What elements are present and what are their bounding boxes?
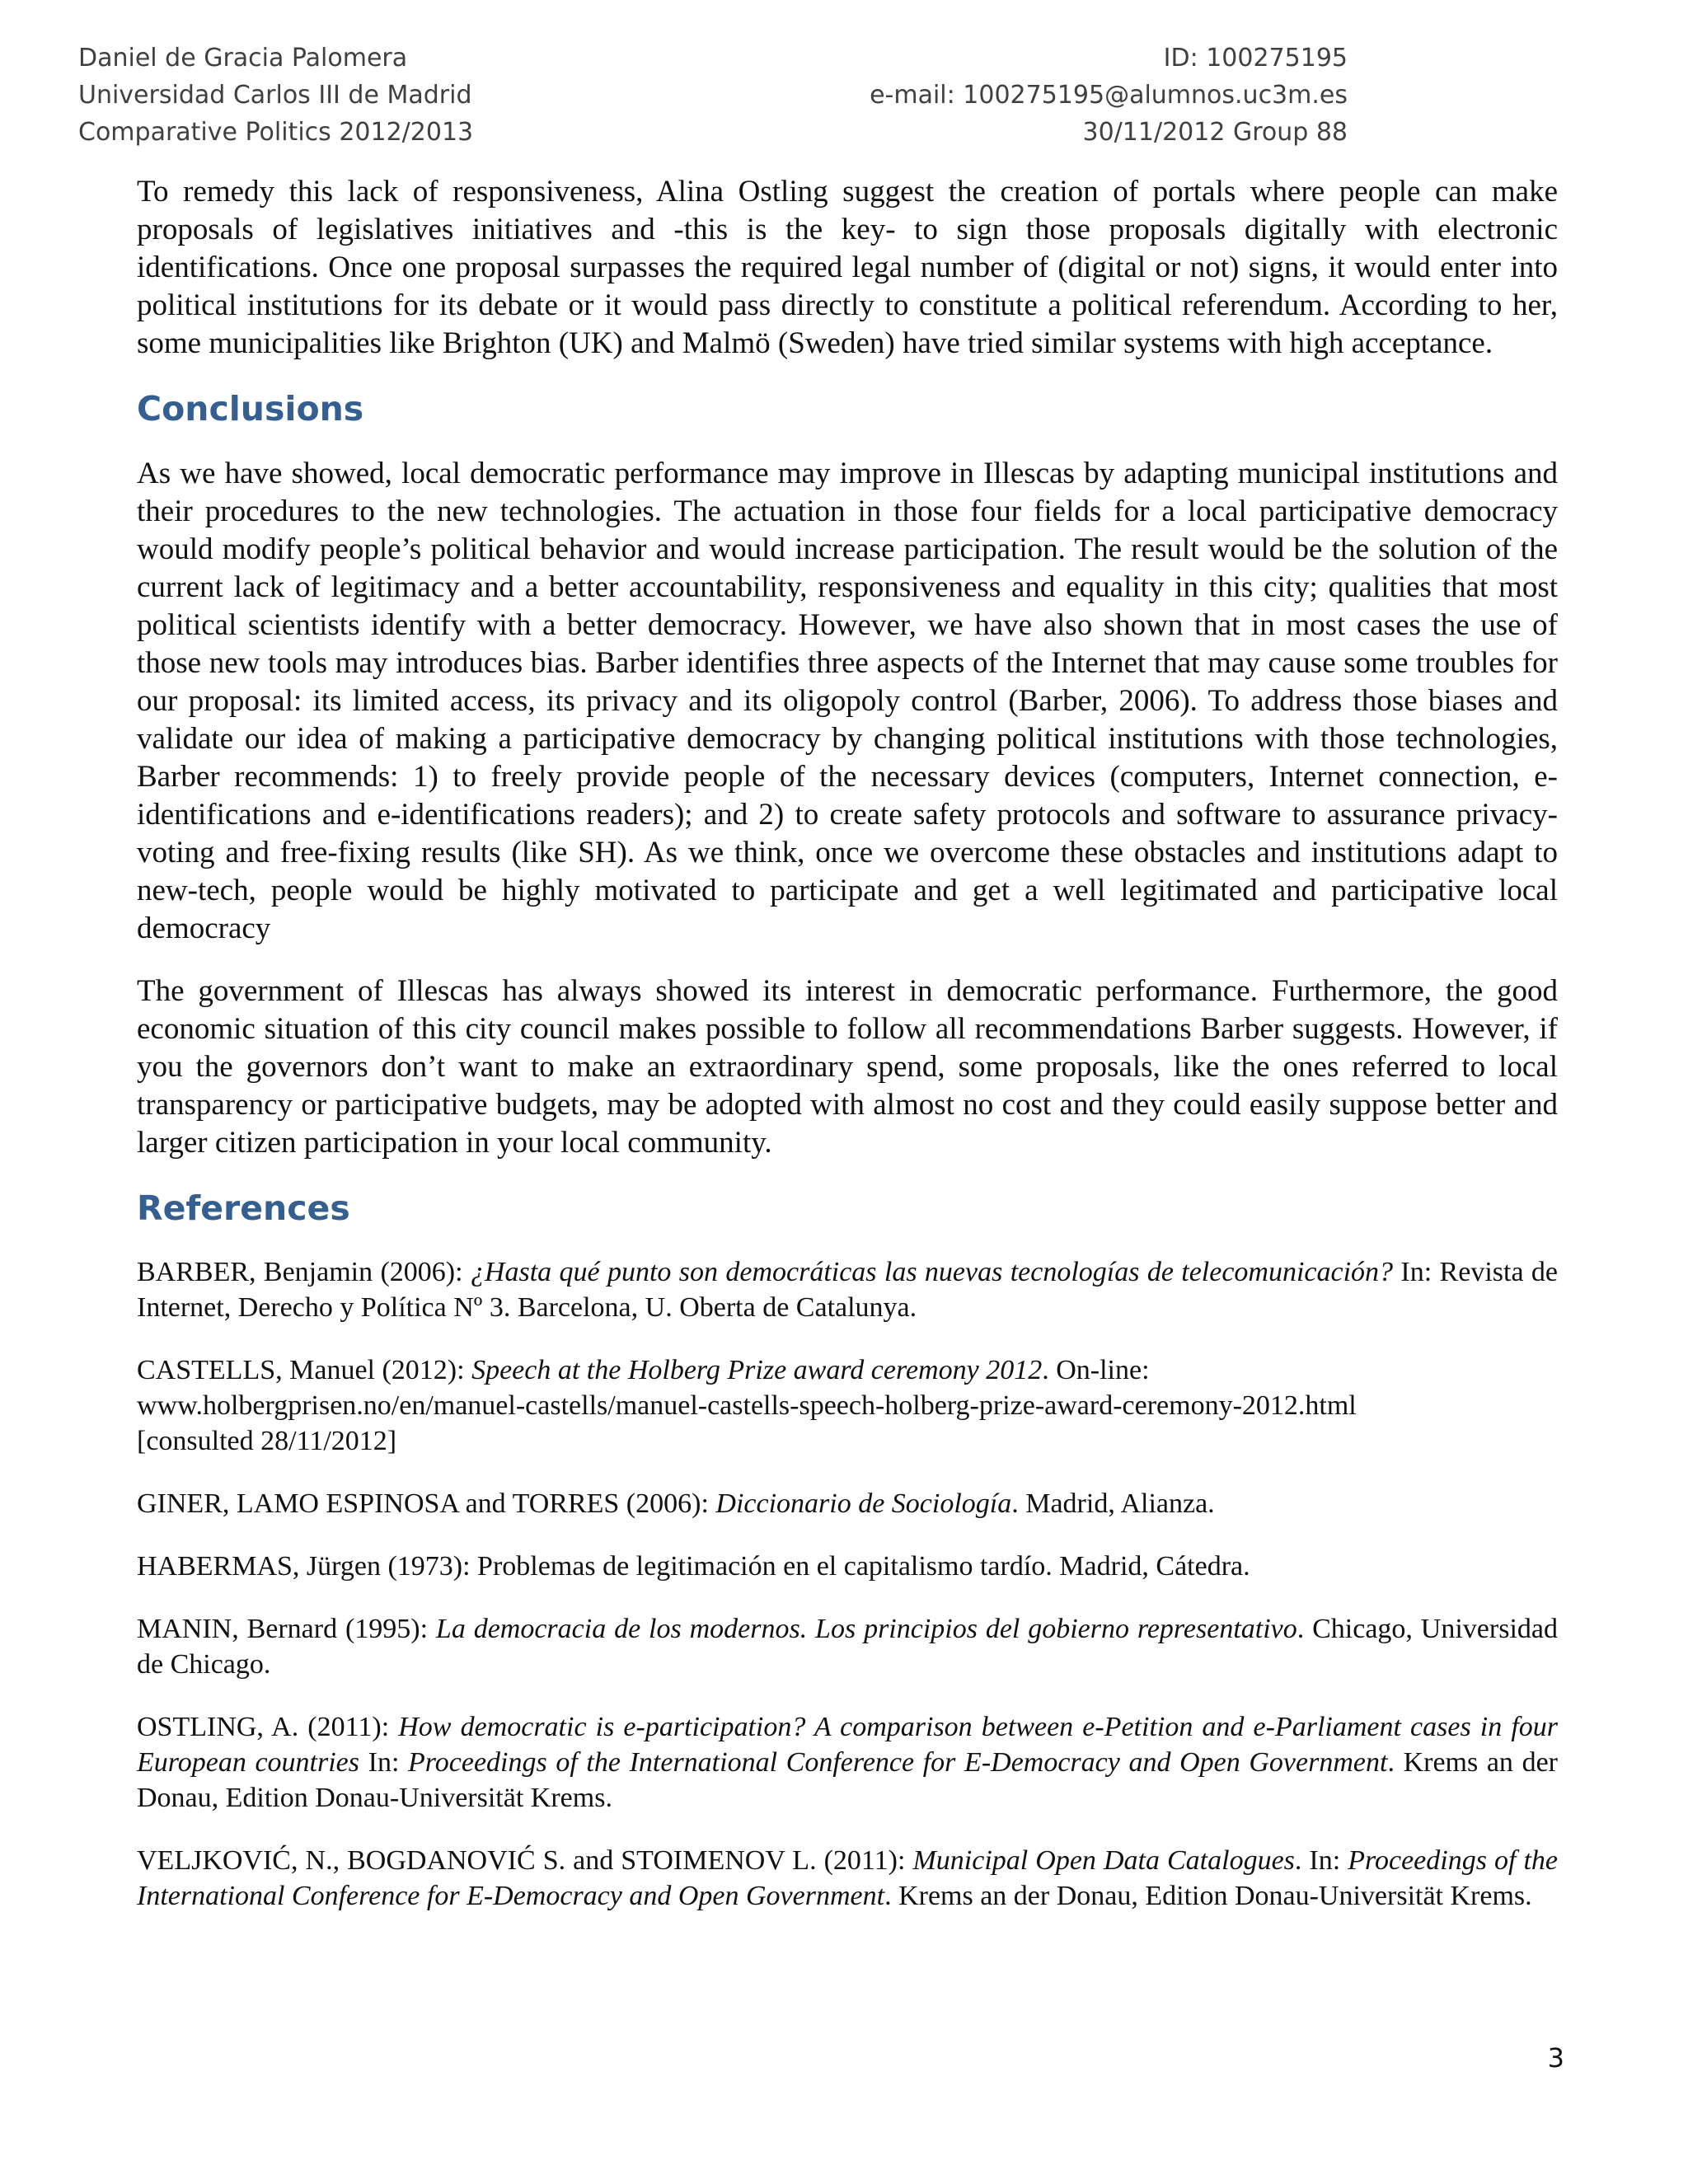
page-number: 3 xyxy=(1547,2042,1564,2074)
reference-source: . Krems an der Donau, Edition Donau-Universität Krems. xyxy=(137,1747,1558,1813)
reference-source: . On-line: xyxy=(1042,1355,1150,1385)
reference-title: How democratic is e-participation? A comparison between e-Petition and e-Parliament cases in four European countries xyxy=(137,1712,1559,1778)
conclusions-heading: Conclusions xyxy=(137,389,364,429)
reference-author: BARBER, Benjamin (2006): xyxy=(137,1257,471,1287)
header-author-block xyxy=(78,40,473,151)
reference-item xyxy=(137,1549,1558,1584)
header-university: Universidad Carlos III de Madrid xyxy=(78,81,472,110)
header-date-group: 30/11/2012 Group 88 xyxy=(1082,118,1348,147)
reference-text: HABERMAS, Jürgen (1973): Problemas de legitimación en el capitalismo tardío. Madrid, Cátedra. xyxy=(137,1551,1250,1582)
header-author-name: Daniel de Gracia Palomera xyxy=(78,44,408,73)
reference-author: OSTLING, A. (2011): xyxy=(137,1712,399,1742)
header-course: Comparative Politics 2012/2013 xyxy=(78,118,474,147)
reference-proceedings-title: Proceedings of the International Conference for E-Democracy and Open Government xyxy=(408,1747,1388,1778)
reference-author: CASTELLS, Manuel (2012): xyxy=(137,1355,472,1385)
reference-item xyxy=(137,1486,1558,1521)
reference-title: ¿Hasta qué punto son democráticas las nuevas tecnologías de telecomunicación? xyxy=(470,1257,1394,1287)
reference-author: MANIN, Bernard (1995): xyxy=(137,1614,436,1644)
header-student-id: ID: 100275195 xyxy=(1163,44,1348,73)
reference-connector: In: xyxy=(359,1747,409,1778)
reference-source: . Madrid, Alianza. xyxy=(1011,1488,1215,1519)
reference-item xyxy=(137,1611,1558,1682)
reference-title: Diccionario de Sociología xyxy=(715,1488,1012,1519)
reference-source: . Chicago, Universidad de Chicago. xyxy=(137,1614,1558,1680)
conclusions-paragraph: As we have showed, local democratic performance may improve in Illescas by adapting municipal institutions and their procedures to the new technologies. The actuation in those four fields for a local participative democracy would modify people’s political behavior and would increase participation. The result would be the solution of the current lack of legitimacy and a better accountability, responsiveness and equality in this city; qualities that most political scientists identify with a better democracy. However, we have also shown that in most cases the use of those new tools may introduces bias. Barber identifies three aspects of the Internet that may cause some troubles for our proposal: its limited access, its privacy and its oligopoly control (Barber, 2006). To address those biases and validate our idea of making a participative democracy by changing political institutions with those technologies, Barber recommends: 1) to freely provide people of the necessary devices (computers, Internet connection, e-identifications and e-identifications readers); and 2) to create safety protocols and software to assurance privacy-voting and free-fixing results (like SH). As we think, once we overcome these obstacles and institutions adapt to new-tech, people would be highly motivated to participate and get a well legitimated and participative local democracy xyxy=(137,457,1558,945)
reference-item xyxy=(137,1352,1558,1459)
document-body xyxy=(137,173,1558,1941)
reference-title: La democracia de los modernos. Los principios del gobierno representativo xyxy=(435,1614,1297,1644)
intro-paragraph: To remedy this lack of responsiveness, Alina Ostling suggest the creation of portals where people can make proposals of legislatives initiatives and -this is the key- to sign those proposals digitally with electronic identifications. Once one proposal surpasses the required legal number of (digital or not) signs, it would enter into political institutions for its debate or it would pass directly to constitute a political referendum. According to her, some municipalities like Brighton (UK) and Malmö (Sweden) have tried similar systems with high acceptance. xyxy=(137,175,1558,360)
reference-title: Speech at the Holberg Prize award ceremony 2012 xyxy=(471,1355,1043,1385)
reference-title: Municipal Open Data Catalogues xyxy=(912,1845,1295,1876)
reference-connector: . In: xyxy=(1294,1845,1348,1876)
reference-author: VELJKOVIĆ, N., BOGDANOVIĆ S. and STOIMENOV L. (2011): xyxy=(137,1845,913,1876)
reference-proceedings-title: Proceedings of the International Conference for E-Democracy and Open Government xyxy=(137,1845,1558,1911)
header-email: e-mail: 100275195@alumnos.uc3m.es xyxy=(870,81,1348,110)
header-id-block xyxy=(870,40,1348,151)
reference-source: . Krems an der Donau, Edition Donau-Universität Krems. xyxy=(884,1881,1532,1911)
reference-source: In: Revista de Internet, Derecho y Política Nº 3. Barcelona, U. Oberta de Catalunya. xyxy=(137,1257,1558,1323)
reference-item xyxy=(137,1843,1558,1914)
reference-author: GINER, LAMO ESPINOSA and TORRES (2006): xyxy=(137,1488,716,1519)
conclusions-paragraph: The government of Illescas has always showed its interest in democratic performance. Furthermore, the good economic situation of this city council makes possible to follow all recommendations Barber suggests. However, if you the governors don’t want to make an extraordinary spend, some proposals, like the ones referred to local transparency or participative budgets, may be adopted with almost no cost and they could easily suppose better and larger citizen participation in your local community. xyxy=(137,974,1558,1160)
reference-consulted-note: [consulted 28/11/2012] xyxy=(137,1426,397,1456)
reference-url[interactable]: www.holbergprisen.no/en/manuel-castells/manuel-castells-speech-holberg-prize-award-ceremony-2012.html xyxy=(137,1390,1357,1421)
reference-item xyxy=(137,1254,1558,1325)
references-heading: References xyxy=(137,1188,350,1228)
reference-item xyxy=(137,1709,1558,1816)
